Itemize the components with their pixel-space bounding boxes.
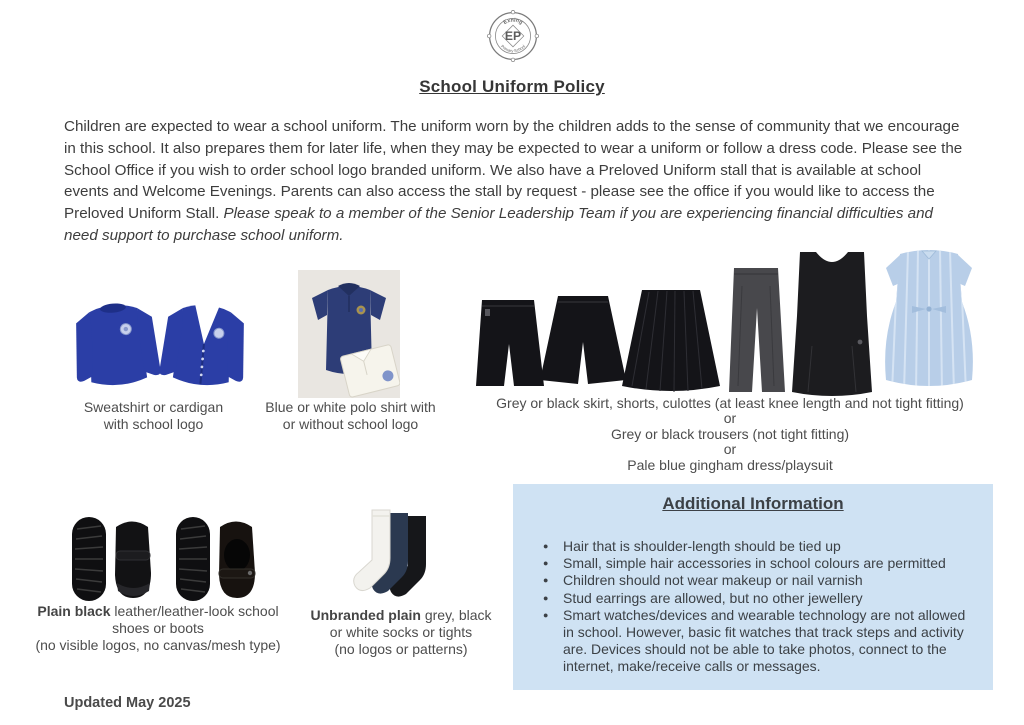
caption-bold: Plain black xyxy=(37,603,111,619)
socks-caption xyxy=(306,607,496,658)
shoe-sole-image xyxy=(72,517,106,601)
intro-text: Children are expected to wear a school uniform. The uniform worn by the children adds to the sense of community that we encourage in this school. It also prepares them for later life, when they may be expected to wear a uniform or follow a dress code. Please see the School Office if you wish to order school logo branded uniform. We also have a Preloved Uniform stall that is available at school events and Welcome Evenings. Parents can also access the stall by request - please see the office if you would like to access the Preloved Uniform Stall. xyxy=(64,118,963,223)
school-logo-icon xyxy=(486,9,540,63)
intro-italic-note: Please speak to a member of the Senior Leadership Team if you are experiencing financial difficulties and need support to purchase school uniform. xyxy=(64,205,933,244)
caption-line: Sweatshirt or cardigan xyxy=(83,399,224,415)
polo-caption xyxy=(258,399,443,433)
additional-info-list xyxy=(531,538,975,676)
caption-line: Grey or black trousers (not tight fitting) xyxy=(610,425,850,442)
svg-text:Primary School xyxy=(500,44,526,54)
info-bullet: ● Smart watches/devices and wearable technology are not allowed in school. However, basic fit watches that track steps and activity are. Devices should not be able to take photos, connect to the internet, make/receive calls or messages. xyxy=(543,606,966,675)
caption-line: shoes or boots xyxy=(112,620,204,636)
bottoms-photo xyxy=(474,246,986,396)
logo-top-text: Exning xyxy=(502,17,524,26)
logo-bottom-text: Primary School xyxy=(499,43,527,54)
bottoms-caption xyxy=(474,396,986,473)
logo-initials: EP xyxy=(504,29,522,44)
shoes-caption xyxy=(30,603,286,654)
bullet-icon: ● xyxy=(543,592,549,603)
pleated-skirt-image xyxy=(622,290,720,392)
shoe-sole-image xyxy=(176,517,210,601)
bullet-icon: ● xyxy=(543,575,549,586)
info-bullet: ● Stud earrings are allowed, but no other jewellery xyxy=(543,589,863,606)
socks-photo xyxy=(350,508,458,605)
shoe-side-image xyxy=(115,522,151,599)
bullet-icon: ● xyxy=(543,609,549,620)
caption-line: with school logo xyxy=(103,416,204,432)
info-bullet: ● Hair that is shoulder-length should be tied up xyxy=(543,538,841,554)
caption-line: or without school logo xyxy=(282,416,419,432)
page-title: School Uniform Policy xyxy=(419,77,605,96)
additional-info-box xyxy=(513,484,993,690)
caption-line: (no visible logos, no canvas/mesh type) xyxy=(35,637,281,653)
cardigan-image xyxy=(158,300,249,389)
mary-jane-shoe-image xyxy=(219,522,255,599)
info-bullet: ● Children should not wear makeup or nail varnish xyxy=(543,572,863,589)
culottes-image xyxy=(540,296,626,384)
bullet-icon: ● xyxy=(543,541,549,551)
caption-line: or xyxy=(723,441,737,458)
pinafore-dress-image xyxy=(792,252,872,396)
caption-line: Unbranded plain grey, black xyxy=(310,607,492,623)
intro-paragraph xyxy=(64,116,964,247)
caption-bold: Unbranded plain xyxy=(310,607,421,623)
trousers-image xyxy=(729,268,785,392)
shoes-photo xyxy=(58,513,266,605)
caption-line: or xyxy=(723,410,737,427)
info-bullet: ● Small, simple hair accessories in school colours are permitted xyxy=(543,555,946,572)
updated-date: Updated May 2025 xyxy=(64,695,191,711)
caption-line: or white socks or tights xyxy=(329,624,473,640)
caption-line: Pale blue gingham dress/playsuit xyxy=(627,456,833,473)
caption-line: Grey or black skirt, shorts, culottes (at least knee length and not tight fitting) xyxy=(496,395,964,411)
caption-line: (no logos or patterns) xyxy=(334,641,468,657)
sweatshirt-cardigan-photo xyxy=(66,288,258,396)
bullet-icon: ● xyxy=(543,558,549,569)
shorts-image xyxy=(476,300,544,386)
additional-info-title: Additional Information xyxy=(662,494,844,513)
polo-shirt-photo xyxy=(298,270,400,398)
sweatshirt-image xyxy=(71,300,162,389)
caption-line: Blue or white polo shirt with xyxy=(265,399,436,415)
gingham-dress-image xyxy=(885,248,973,392)
sweatshirt-caption xyxy=(46,399,261,433)
caption-line: Plain black leather/leather-look school xyxy=(37,603,279,619)
